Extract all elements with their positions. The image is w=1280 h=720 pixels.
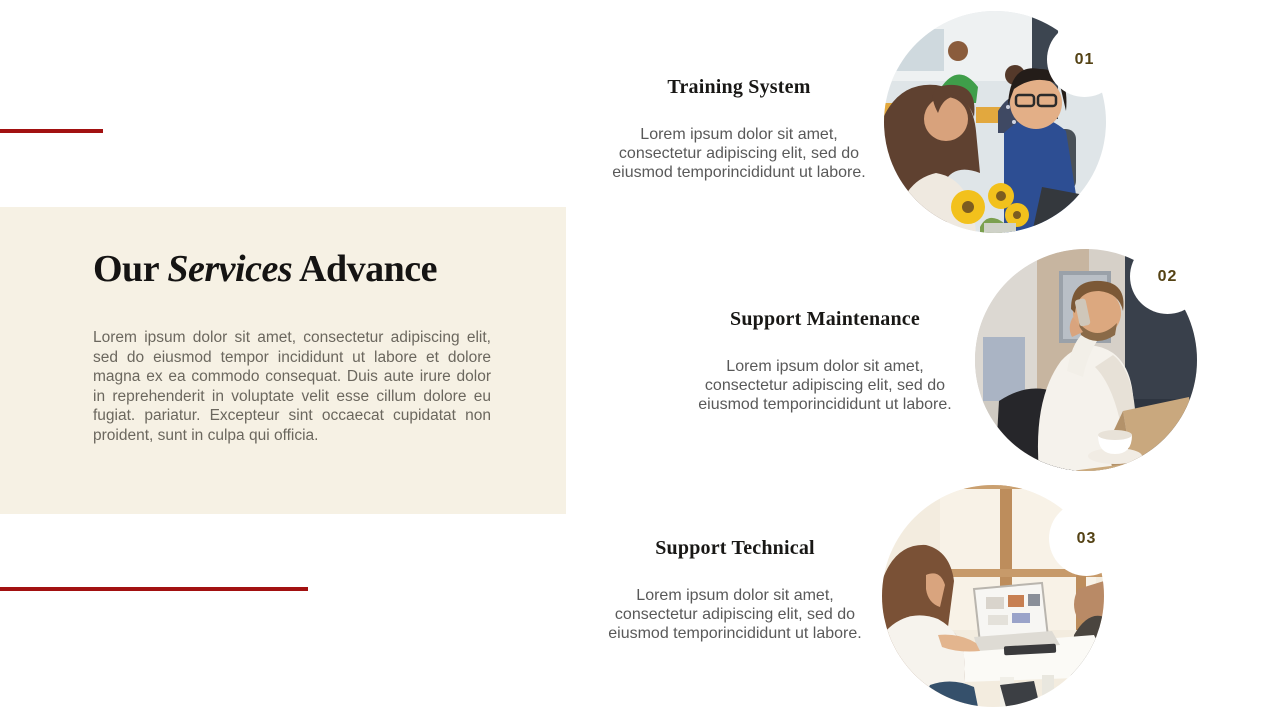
service-title: Training System (667, 76, 811, 98)
intro-paragraph: Lorem ipsum dolor sit amet, consectetur adipiscing elit, sed do eiusmod tempor incididunt ut labore et dolore magna ex ea commodo consequat. Duis aute irure dolor in reprehenderit in voluptate velit esse cillum dolore eu fugiat. pariatur. Excepteur sint occaecat cupidatat non proident, sunt in culpa qui officia. (93, 329, 491, 444)
service-item-training-system (598, 75, 880, 182)
service-item-support-technical (594, 536, 876, 643)
service-number-badge (1047, 22, 1122, 97)
top-accent-line (0, 129, 103, 133)
service-number: 02 (1157, 267, 1178, 285)
service-number-badge (1049, 501, 1124, 576)
intro-panel (0, 207, 566, 514)
service-number: 01 (1074, 50, 1095, 68)
page-title-suffix: Advance (292, 248, 437, 290)
woman-laptop-desk-photo (882, 485, 1104, 707)
page-title-emphasis: Services (167, 248, 293, 290)
page-title-prefix: Our (93, 248, 168, 290)
office-team-training-photo (884, 11, 1106, 233)
service-description: Lorem ipsum dolor sit amet, consectetur adipiscing elit, sed do eiusmod temporincididunt ut labore. (698, 358, 952, 413)
page-title (93, 249, 493, 290)
service-title: Support Technical (655, 537, 815, 559)
service-description: Lorem ipsum dolor sit amet, consectetur adipiscing elit, sed do eiusmod temporincididunt ut labore. (612, 126, 866, 181)
service-description: Lorem ipsum dolor sit amet, consectetur adipiscing elit, sed do eiusmod temporincididunt ut labore. (608, 587, 862, 642)
service-number: 03 (1076, 529, 1097, 547)
service-item-support-maintenance (684, 307, 966, 414)
bottom-accent-line (0, 587, 308, 591)
service-title: Support Maintenance (730, 308, 920, 330)
service-number-badge (1130, 239, 1205, 314)
businessman-phone-call-photo (975, 249, 1197, 471)
